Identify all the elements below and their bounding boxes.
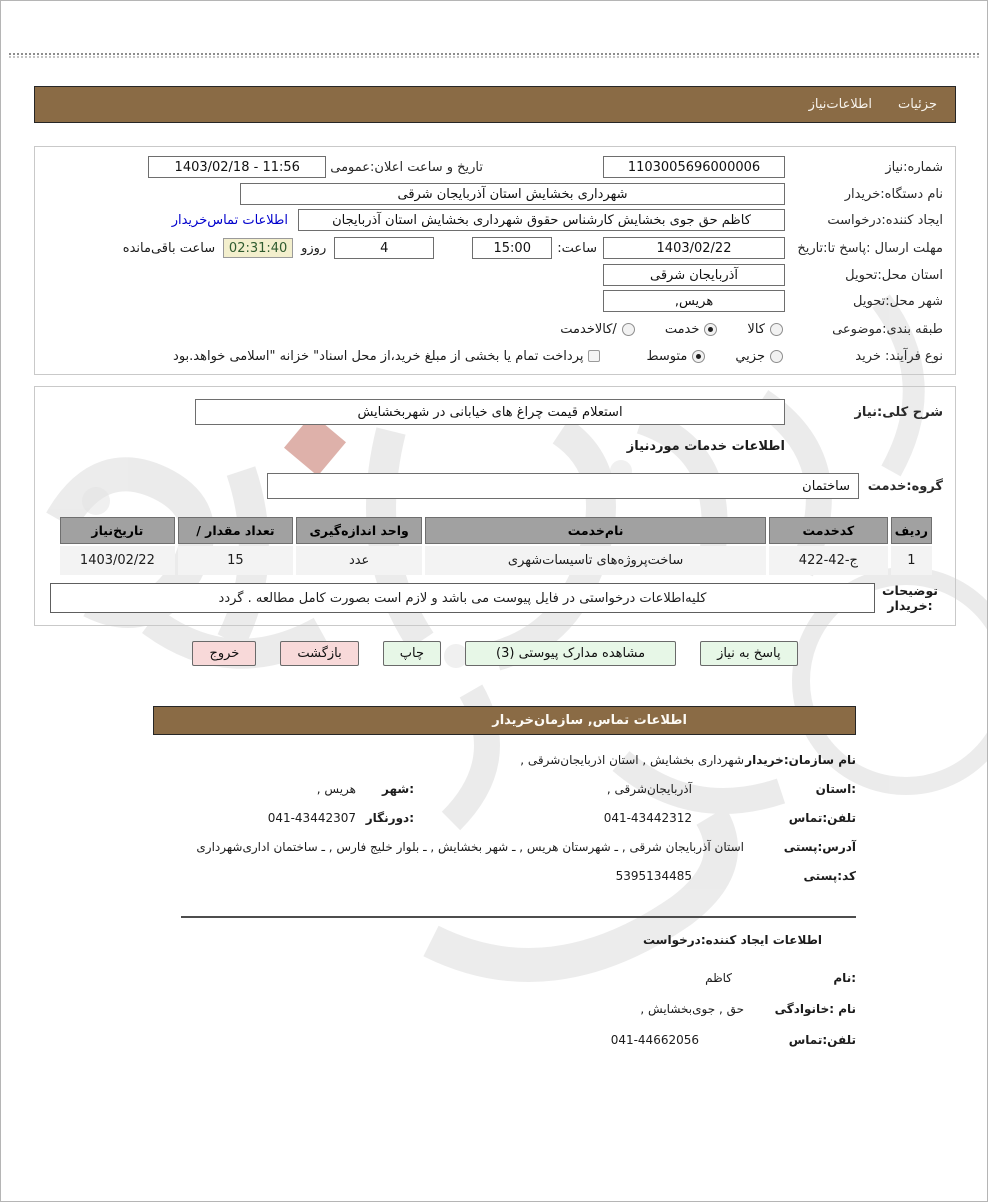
org-postal-value: 5395134485 — [615, 869, 692, 883]
creator-name-value: کاظم — [705, 971, 732, 985]
radio-partial-label: جزیي — [735, 348, 765, 364]
buyer-notes-row — [50, 583, 939, 613]
radio-medium-label: متوسط — [646, 348, 688, 364]
service-group-field[interactable]: ساختمان — [267, 473, 859, 499]
col-row-number: ردیف — [891, 517, 932, 544]
org-city-label: :شهر — [382, 782, 414, 796]
row-delivery-city — [47, 289, 943, 313]
creator-phone-row — [153, 1033, 856, 1047]
overall-desc-field[interactable]: استعلام قیمت چراغ های خیابانی در شهربخشایش — [195, 399, 785, 425]
services-info-header: اطلاعات خدمات موردنیاز — [626, 439, 785, 454]
treasury-payment-checkbox[interactable] — [588, 350, 600, 362]
org-phone-value: 041-43442312 — [603, 811, 692, 825]
back-button[interactable]: بازگشت — [280, 641, 358, 666]
org-name-row — [153, 753, 856, 767]
col-quantity: تعداد مقدار / — [178, 517, 293, 544]
row-overall-desc — [47, 399, 943, 425]
row-delivery-province — [47, 263, 943, 287]
creator-name-label: :نام — [833, 971, 856, 985]
classification-label: طبقه بندی:موضوعی — [832, 321, 943, 337]
address-row — [153, 840, 856, 854]
cell-need-date: 1403/02/22 — [60, 546, 175, 575]
radio-service-label: خدمت — [664, 321, 700, 337]
province-city-row — [153, 782, 856, 796]
announce-datetime-field[interactable]: 11:56 - 1403/02/18 — [148, 156, 326, 178]
buyer-notes-label: توضیحات :خریدار — [882, 583, 938, 613]
cell-service-name: ساخت‌پروژه‌های تاسیسات‌شهری — [425, 546, 766, 575]
need-number-label: شماره:نیاز — [885, 159, 943, 175]
org-fax-label: :دورنگار — [365, 811, 414, 825]
creator-phone-value: 041-44662056 — [610, 1033, 699, 1047]
view-attachments-button[interactable]: مشاهده مدارک پیوستی (3) — [465, 641, 676, 666]
need-number-field[interactable]: 1103005696000006 — [603, 156, 785, 178]
deadline-date-field[interactable]: 1403/02/22 — [603, 237, 785, 259]
buyer-device-label: نام دستگاه:خریدار — [844, 186, 943, 202]
request-creator-section — [153, 933, 856, 1064]
delivery-city-label: شهر محل:تحویل — [853, 293, 943, 309]
service-group-label: گروه:خدمت — [867, 478, 943, 494]
org-fax-value: 041-43442307 — [267, 811, 356, 825]
tab-need-info[interactable]: اطلاعات‌نیاز — [808, 97, 873, 112]
row-classification — [47, 317, 943, 341]
col-need-date: تاریخ‌نیاز — [60, 517, 175, 544]
radio-medium[interactable] — [692, 350, 705, 363]
request-creator-label: ایجاد کننده:درخواست — [827, 212, 943, 228]
services-panel — [34, 386, 956, 626]
col-unit: واحد اندازه‌گیری — [296, 517, 422, 544]
delivery-city-field[interactable]: هریس, — [603, 290, 785, 312]
phone-fax-row — [153, 811, 856, 825]
cell-service-code: 422-42-ج — [769, 546, 888, 575]
respond-button[interactable]: پاسخ به نیاز — [700, 641, 798, 666]
radio-goods-service[interactable] — [622, 323, 635, 336]
cell-row-number: 1 — [891, 546, 932, 575]
radio-partial[interactable] — [770, 350, 783, 363]
exit-button[interactable]: خروج — [192, 641, 256, 666]
radio-service[interactable] — [704, 323, 717, 336]
creator-family-value: حق , جوی‌بخشایش , — [640, 1002, 744, 1016]
org-name-value: شهرداری بخشایش , استان اذربایجان‌شرقی , — [520, 753, 744, 767]
print-button[interactable]: چاپ — [383, 641, 441, 666]
org-address-value: استان آذربایجان شرقی , ـ شهرستان هریس , ـ شهر بخشایش , ـ بلوار خلیج فارس , ـ ساختمان اداری‌شهرداری — [196, 840, 744, 854]
radio-goods-label: کالا — [747, 321, 765, 337]
row-process-type — [47, 344, 943, 368]
row-need-number — [47, 155, 943, 179]
top-tab-bar — [34, 86, 956, 123]
overall-desc-label: شرح کلی:نیاز — [854, 404, 943, 420]
buyer-contact-bar-title: اطلاعات تماس, سازمان‌خریدار — [492, 713, 687, 728]
days-label: روزو — [301, 240, 327, 256]
cell-quantity: 15 — [178, 546, 293, 575]
section-divider — [181, 916, 856, 918]
creator-phone-label: تلفن:تماس — [788, 1033, 856, 1047]
cell-unit: عدد — [296, 546, 422, 575]
org-province-label: :استان — [815, 782, 856, 796]
row-service-group — [47, 473, 943, 499]
buyer-contact-link[interactable]: اطلاعات تماس‌خریدار — [171, 212, 288, 228]
need-info-panel — [34, 146, 956, 375]
hour-label: ساعت: — [557, 240, 597, 256]
countdown-timer: 02:31:40 — [223, 238, 293, 258]
org-province-value: آذربایجان‌شرقی , — [606, 782, 692, 796]
deadline-label: مهلت ارسال :پاسخ تا:تاریخ — [797, 240, 943, 256]
delivery-province-field[interactable]: آذربایجان شرقی — [603, 264, 785, 286]
org-phone-label: تلفن:تماس — [788, 811, 856, 825]
services-table-header-row — [60, 517, 932, 544]
deadline-time-field[interactable]: 15:00 — [472, 237, 552, 259]
process-type-label: نوع فرآیند: خرید — [855, 348, 943, 364]
dotted-separator — [9, 53, 979, 58]
creator-name-row — [153, 971, 856, 985]
org-city-value: هریس , — [316, 782, 356, 796]
services-table — [57, 515, 935, 577]
delivery-province-label: استان محل:تحویل — [845, 267, 943, 283]
org-postal-label: کد:پستی — [803, 869, 856, 883]
creator-family-label: نام :خانوادگی — [774, 1002, 856, 1016]
announce-label: تاریخ و ساعت اعلان:عمومی — [330, 159, 483, 175]
radio-goods[interactable] — [770, 323, 783, 336]
row-deadline — [47, 236, 943, 260]
treasury-payment-label: پرداخت تمام یا بخشی از مبلغ خرید،از محل اسناد" خزانه "اسلامی خواهد.بود — [173, 348, 584, 364]
org-address-label: آدرس:پستی — [783, 840, 856, 854]
request-creator-field[interactable]: کاظم حق جوی بخشایش کارشناس حقوق شهرداری بخشایش استان آذربایجان — [298, 209, 785, 231]
buyer-contact-bar — [153, 706, 856, 735]
buyer-device-field[interactable]: شهرداری بخشایش استان آذربایجان شرقی — [240, 183, 785, 205]
buyer-contact-section — [153, 753, 856, 898]
remaining-label: ساعت باقی‌مانده — [122, 240, 216, 256]
table-row — [60, 546, 932, 575]
postal-code-row — [153, 869, 856, 883]
buyer-notes-field[interactable]: کلیه‌اطلاعات درخواستی در فایل پیوست می باشد و لازم است بصورت کامل مطالعه . گردد — [50, 583, 875, 613]
col-service-code: کدخدمت — [769, 517, 888, 544]
creator-family-row — [153, 1002, 856, 1016]
radio-goods-service-label: /کالاخدمت — [560, 321, 617, 337]
org-name-label: نام سازمان:خریدار — [745, 753, 856, 767]
days-field[interactable]: 4 — [334, 237, 434, 259]
tab-details[interactable]: جزئیات — [898, 97, 937, 112]
request-creator-title: اطلاعات ایجاد کننده:درخواست — [642, 933, 822, 947]
row-request-creator — [47, 208, 943, 232]
action-buttons — [34, 641, 956, 666]
col-service-name: نام‌خدمت — [425, 517, 766, 544]
row-buyer-device — [47, 182, 943, 206]
